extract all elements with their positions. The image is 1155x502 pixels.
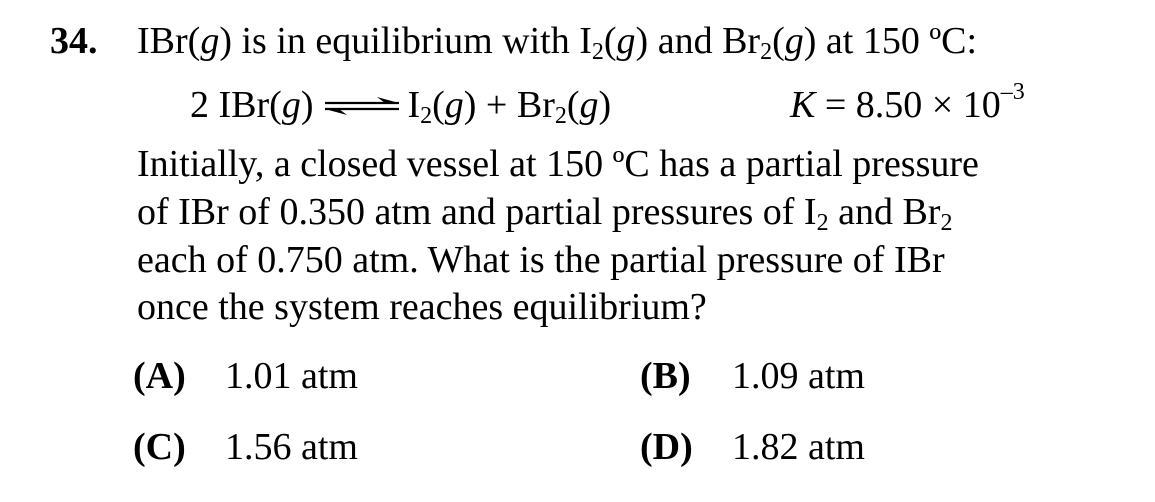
choice-c[interactable] [133,424,358,470]
question-stem: IBr(g) is in equilibrium with $I_2(g)$ and $Br_2(g)$ at 150 ºC: [137,20,977,65]
choice-label: (B) [640,355,691,397]
choice-text: 1.56 atm [225,426,358,468]
choice-label: (D) [640,426,693,468]
chemical-equation: 2 IBr(g) $I_2(g) + Br_2(g)$ [190,84,612,129]
choice-d[interactable] [640,424,865,470]
body-line-1: Initially, a closed vessel at 150 ºC has a partial pressure [137,143,979,185]
body-line-4: once the system reaches equilibrium? [137,286,707,328]
choice-text: 1.01 atm [225,355,358,397]
choice-a[interactable] [133,353,358,399]
choice-text: 1.82 atm [732,426,865,468]
body-line-2: of IBr of 0.350 atm and partial pressures of $I_2$ and $Br_2$ [137,191,953,236]
equilibrium-constant: $K = 8.50 \times 10^{-3}$ [790,79,1025,126]
choice-b[interactable] [640,353,865,399]
question-number: 34. [50,20,98,62]
choice-label: (C) [133,426,186,468]
choice-text: 1.09 atm [732,355,865,397]
choice-label: (A) [133,355,186,397]
equilibrium-arrow-icon [321,97,403,115]
body-line-3: each of 0.750 atm. What is the partial pressure of IBr [137,239,945,281]
